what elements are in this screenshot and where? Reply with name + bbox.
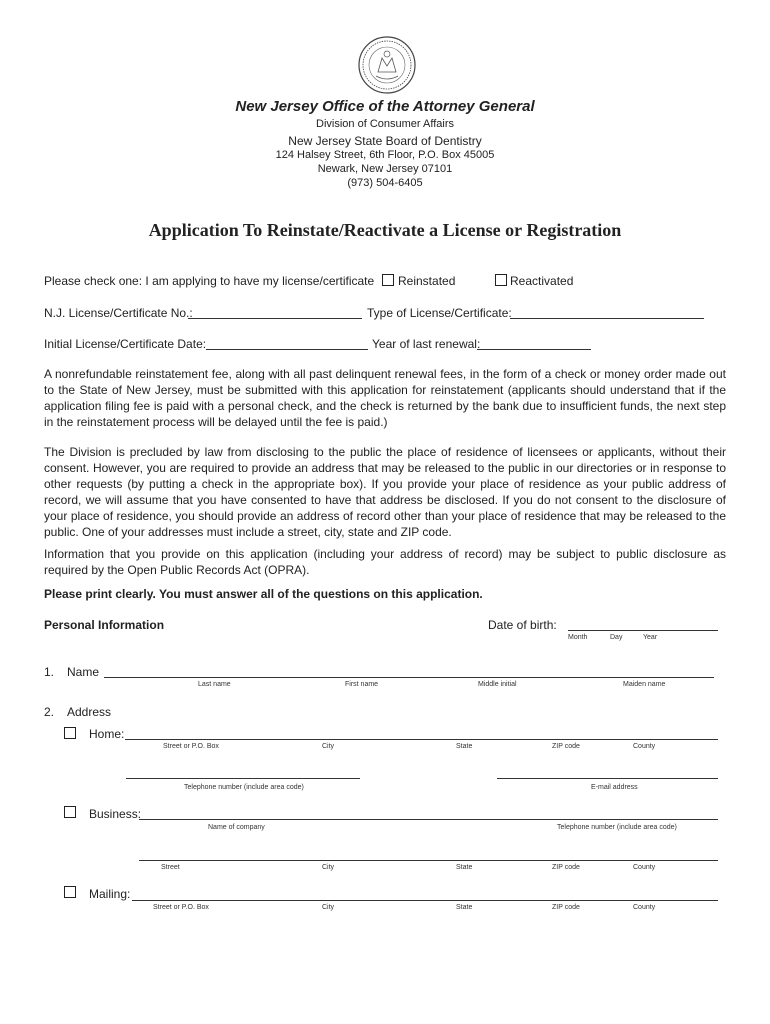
agency-name: New Jersey Office of the Attorney General — [235, 98, 535, 115]
home-address-field[interactable] — [125, 739, 718, 740]
initial-date-field[interactable] — [206, 349, 368, 350]
business-zip-caption: ZIP code — [552, 864, 580, 871]
mailing-city-caption: City — [322, 904, 335, 911]
mailing-state-caption: State — [456, 904, 473, 911]
dob-field[interactable] — [568, 630, 718, 631]
reinstated-label: Reinstated — [398, 274, 456, 288]
last-renewal-field[interactable] — [477, 349, 591, 350]
print-clearly-instruction: Please print clearly. You must answer all of the questions on this application. — [44, 587, 483, 601]
last-name-caption: Last name — [198, 681, 231, 688]
board-name: New Jersey State Board of Dentistry — [288, 134, 482, 148]
opra-paragraph: Information that you provide on this application (including your address of record) may be subject to public disclosure as required by the Open Public Records Act (OPRA). — [44, 547, 726, 577]
division-name: Division of Consumer Affairs — [316, 118, 454, 130]
business-company-field[interactable] — [139, 819, 718, 820]
business-address-field[interactable] — [139, 860, 718, 861]
reactivated-checkbox[interactable] — [495, 274, 507, 286]
personal-info-heading: Personal Information — [44, 618, 165, 632]
business-county-caption: County — [633, 864, 656, 871]
fee-paragraph: A nonrefundable reinstatement fee, along with all past delinquent renewal fees, in the form of a check or money order made out to the State of New Jersey, must be submitted with this application for reinstatement (applicants should understand that if the application filing fee is paid with a personal check, and the check is returned by the bank due to insufficient funds, the next step in the reinstatement process will be delayed until the fee is paid.) — [44, 367, 726, 429]
company-name-caption: Name of company — [208, 824, 265, 831]
home-label: Home: — [89, 727, 125, 741]
phone-number: (973) 504-6405 — [347, 177, 423, 189]
last-renewal-label: Year of last renewal: — [372, 337, 481, 351]
business-telephone-caption: Telephone number (include area code) — [557, 824, 677, 831]
license-type-field[interactable] — [510, 318, 704, 319]
street-address: 124 Halsey Street, 6th Floor, P.O. Box 45005 — [275, 149, 495, 161]
home-telephone-field[interactable] — [126, 778, 360, 779]
home-email-caption: E-mail address — [591, 784, 638, 791]
mailing-county-caption: County — [633, 904, 656, 911]
home-county-caption: County — [633, 743, 656, 750]
privacy-paragraph: The Division is precluded by law from disclosing to the public the place of residence of licensees or applicants, without their consent. However, you are required to provide an address that may be released to the public in our directories or in response to other requests (by putting a check in the appropriate box). If you provide your place of residence as your public address of record, we will assume that you have consented to have that address be disclosed. If you do not consent to the disclosure of your place of residence, you should provide an address of record other than your place of residence that may be released to the public. One of your addresses must include a street, city, state and ZIP code. — [44, 445, 726, 539]
reinstated-checkbox[interactable] — [382, 274, 394, 286]
mailing-street-caption: Street or P.O. Box — [153, 904, 209, 911]
mailing-label: Mailing: — [89, 887, 131, 901]
city-address: Newark, New Jersey 07101 — [317, 163, 453, 175]
reactivated-label: Reactivated — [510, 274, 574, 288]
home-checkbox[interactable] — [64, 727, 76, 739]
name-field[interactable] — [104, 677, 714, 678]
middle-initial-caption: Middle initial — [478, 681, 517, 688]
form-title: Application To Reinstate/Reactivate a License or Registration — [148, 220, 622, 240]
address-label: Address — [67, 705, 112, 719]
home-telephone-caption: Telephone number (include area code) — [184, 784, 304, 791]
name-label: Name — [67, 665, 100, 679]
license-type-label: Type of License/Certificate: — [367, 306, 512, 320]
state-seal-icon — [358, 36, 416, 94]
dob-year-caption: Year — [643, 634, 658, 641]
license-no-label: N.J. License/Certificate No.: — [44, 306, 193, 320]
dob-label: Date of birth: — [488, 618, 557, 632]
mailing-checkbox[interactable] — [64, 886, 76, 898]
home-zip-caption: ZIP code — [552, 743, 580, 750]
business-checkbox[interactable] — [64, 806, 76, 818]
check-one-prompt: Please check one: I am applying to have my license/certificate — [44, 274, 375, 288]
initial-date-label: Initial License/Certificate Date: — [44, 337, 207, 351]
first-name-caption: First name — [345, 681, 379, 688]
dob-month-caption: Month — [568, 634, 588, 641]
maiden-name-caption: Maiden name — [623, 681, 666, 688]
name-number: 1. — [44, 665, 55, 679]
home-street-caption: Street or P.O. Box — [163, 743, 219, 750]
home-state-caption: State — [456, 743, 473, 750]
home-email-field[interactable] — [497, 778, 718, 779]
mailing-zip-caption: ZIP code — [552, 904, 580, 911]
license-no-field[interactable] — [188, 318, 362, 319]
mailing-address-field[interactable] — [132, 900, 718, 901]
business-city-caption: City — [322, 864, 335, 871]
dob-day-caption: Day — [610, 634, 623, 641]
home-city-caption: City — [322, 743, 335, 750]
address-number: 2. — [44, 705, 55, 719]
business-state-caption: State — [456, 864, 473, 871]
business-label: Business: — [89, 807, 142, 821]
business-street-caption: Street — [161, 864, 180, 871]
